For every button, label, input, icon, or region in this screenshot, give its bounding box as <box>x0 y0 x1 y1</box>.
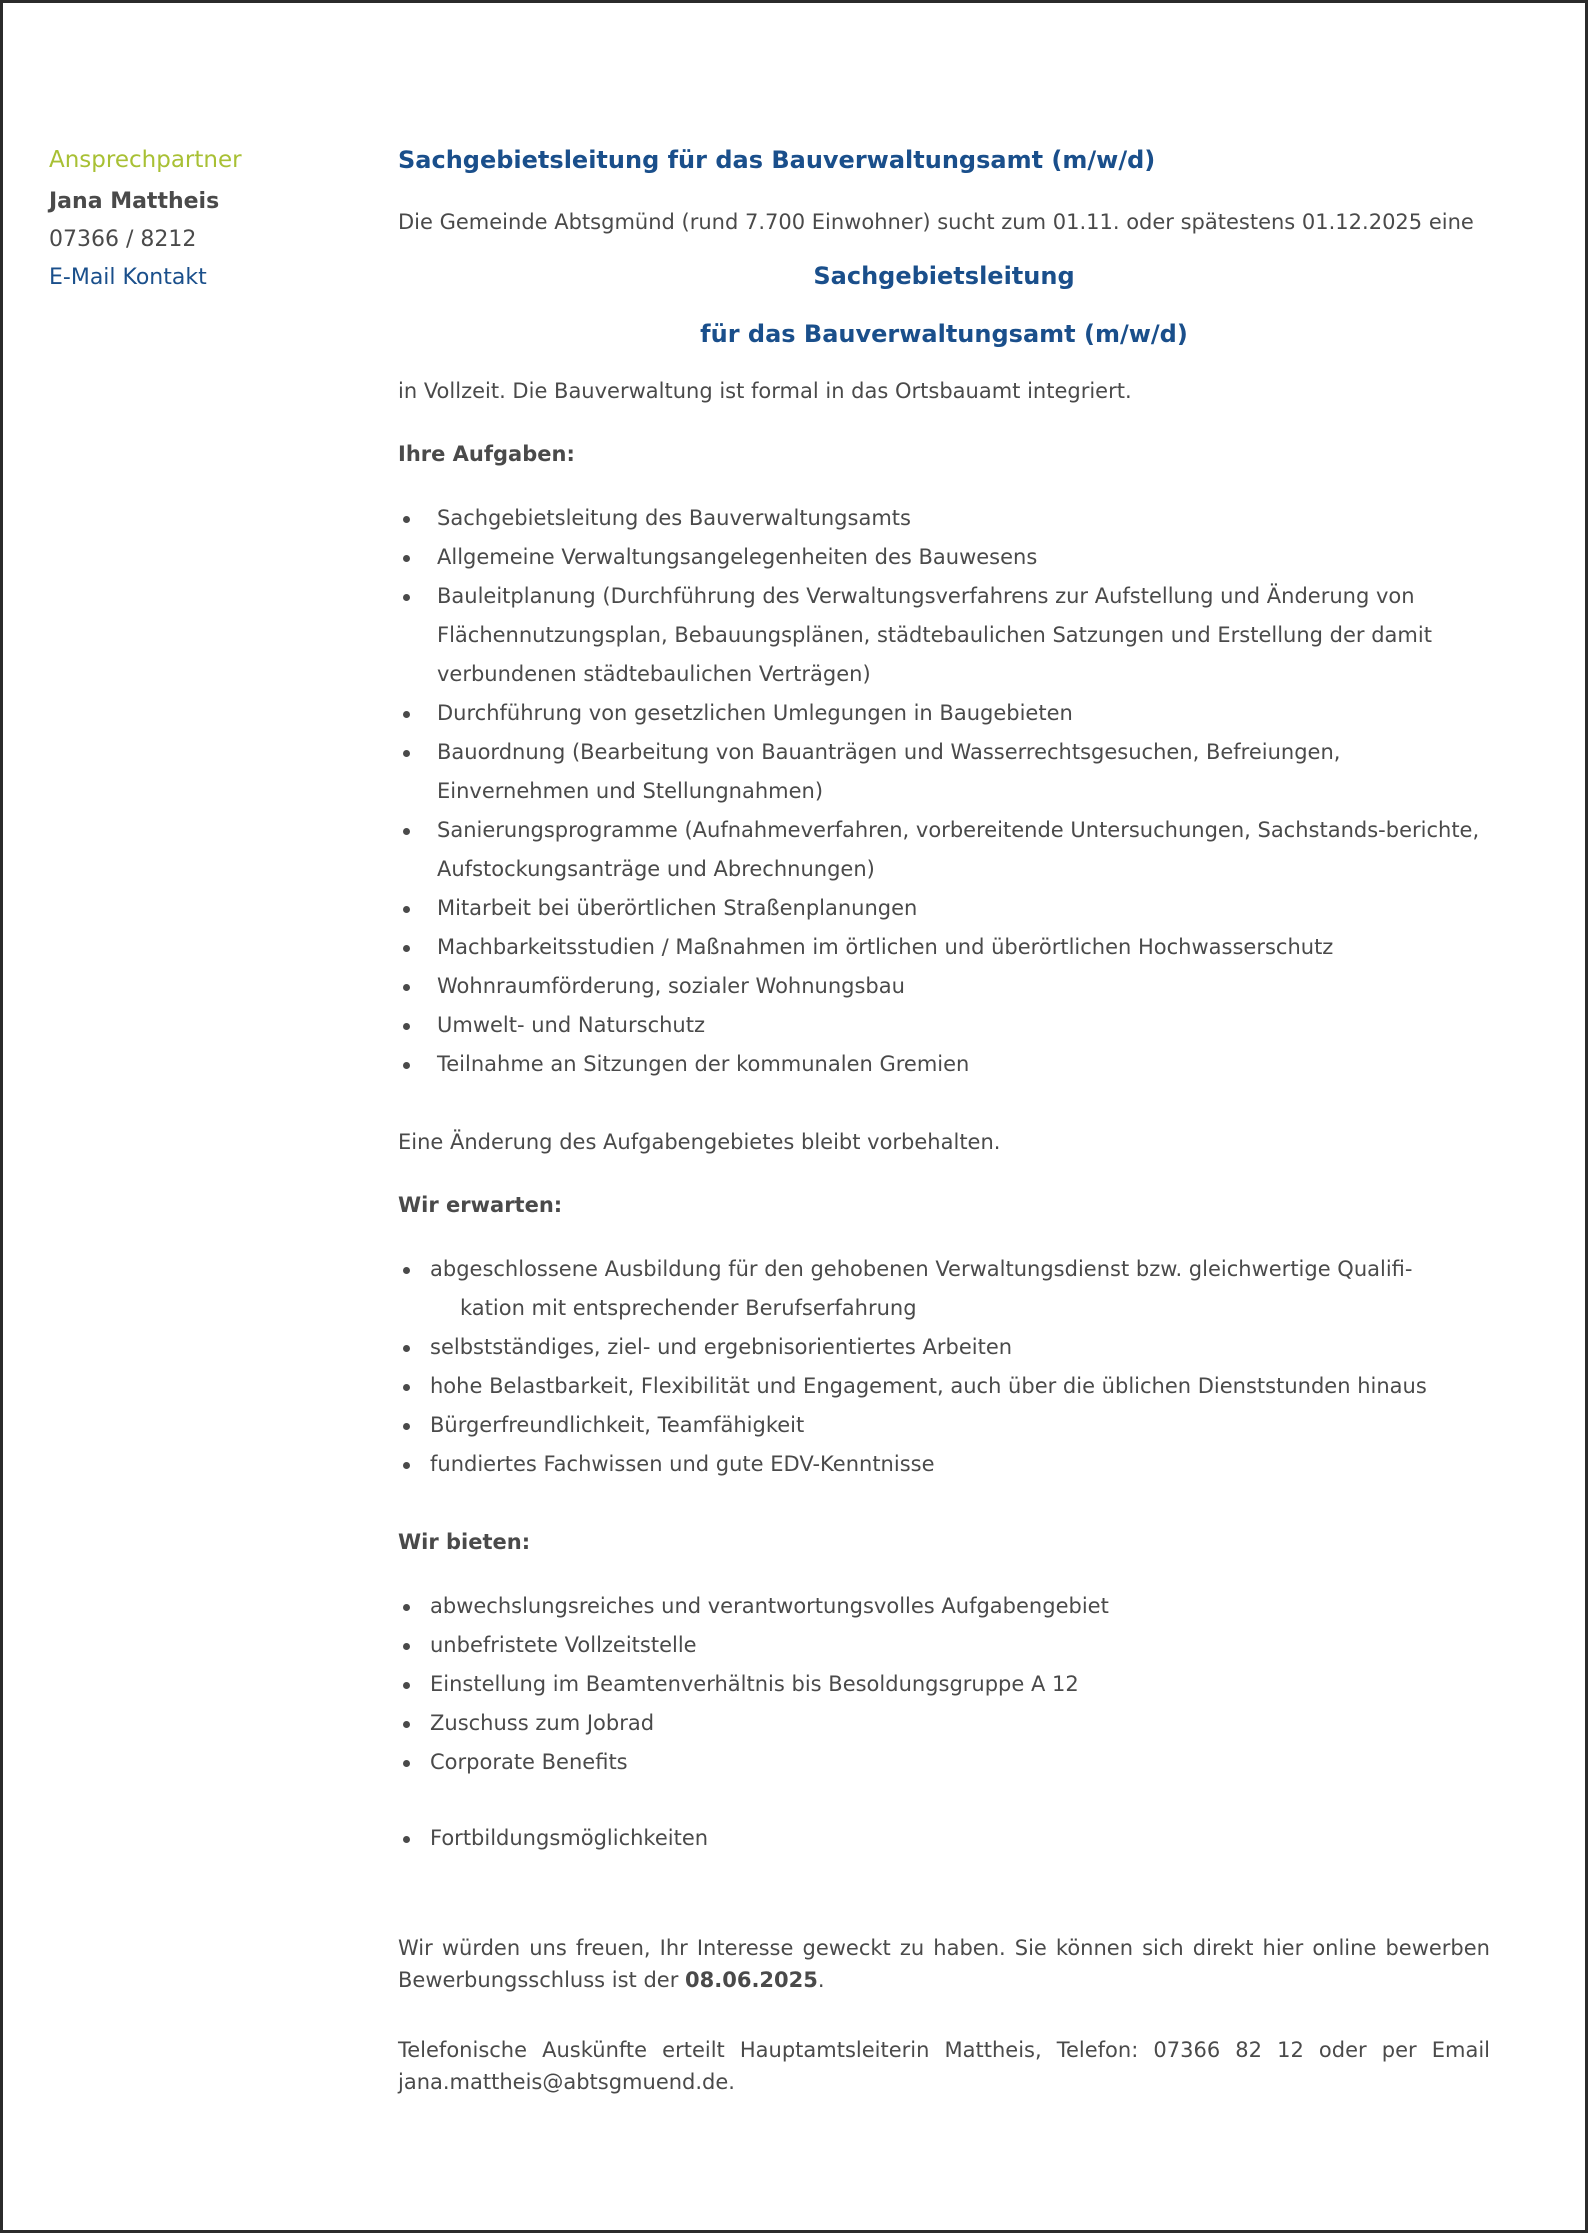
list-item-continuation: kation mit entsprechender Berufserfahrung <box>460 1296 917 1320</box>
erwarten-heading: Wir erwarten: <box>398 1193 563 1217</box>
list-item: Einstellung im Beamtenverhältnis bis Besoldungsgruppe A 12 <box>398 1665 1490 1704</box>
list-item: Bauleitplanung (Durchführung des Verwaltungsverfahrens zur Aufstellung und Änderung von Flächennutzungsplan, Bebauungsplänen, städtebaulichen Satzungen und Erstellung der damit verbundenen städtebaulichen Verträgen) <box>398 577 1490 694</box>
sidebar-heading: Ansprechpartner <box>49 147 242 173</box>
contact-phone: 07366 / 8212 <box>49 227 197 252</box>
list-item: Sachgebietsleitung des Bauverwaltungsamts <box>398 499 1490 538</box>
aenderung-text: Eine Änderung des Aufgabengebietes bleibt vorbehalten. <box>398 1130 1001 1154</box>
bieten-heading: Wir bieten: <box>398 1530 531 1554</box>
email-contact-link[interactable]: E-Mail Kontakt <box>49 265 207 290</box>
contact-name: Jana Mattheis <box>49 189 220 214</box>
intro-text: Die Gemeinde Abtsgmünd (rund 7.700 Einwohner) sucht zum 01.11. oder spätestens 01.12.2025 eine <box>398 210 1474 234</box>
list-item: Machbarkeitsstudien / Maßnahmen im örtlichen und überörtlichen Hochwasserschutz <box>398 928 1490 967</box>
list-gap <box>398 1782 1490 1819</box>
aufgaben-heading: Ihre Aufgaben: <box>398 442 575 466</box>
list-item: Wohnraumförderung, sozialer Wohnungsbau <box>398 967 1490 1006</box>
list-item: Bürgerfreundlichkeit, Teamfähigkeit <box>398 1406 1490 1445</box>
job-posting <box>398 143 1490 2098</box>
list-item: Bauordnung (Bearbeitung von Bauanträgen und Wasserrechtsgesuchen, Befreiungen, Einvernehmen und Stellungnahmen) <box>398 733 1490 811</box>
list-item: Umwelt- und Naturschutz <box>398 1006 1490 1045</box>
closing-apply-text: Wir würden uns freuen, Ihr Interesse geweckt zu haben. Sie können sich direkt hier online bewerben Bewerbungsschluss ist der <box>398 1936 1490 1992</box>
list-item: Durchführung von gesetzlichen Umlegungen in Baugebieten <box>398 694 1490 733</box>
list-item: abwechslungsreiches und verantwortungsvolles Aufgabengebiet <box>398 1587 1490 1626</box>
deadline-date: 08.06.2025 <box>685 1968 818 1992</box>
list-item: selbstständiges, ziel- und ergebnisorientiertes Arbeiten <box>398 1328 1490 1367</box>
list-item: Sanierungsprogramme (Aufnahmeverfahren, vorbereitende Untersuchungen, Sachstands-berichte, Aufstockungsanträge und Abrechnungen) <box>398 811 1490 889</box>
list-item-text: abgeschlossene Ausbildung für den gehobenen Verwaltungsdienst bzw. gleichwertige Qualifi- <box>430 1257 1413 1281</box>
vollzeit-text: in Vollzeit. Die Bauverwaltung ist formal in das Ortsbauamt integriert. <box>398 379 1132 403</box>
aufgaben-list <box>398 499 1490 1084</box>
list-item: Corporate Benefits <box>398 1743 1490 1782</box>
closing-apply-end: . <box>817 1968 825 1992</box>
center-title-line-2: für das Bauverwaltungsamt (m/w/d) <box>700 320 1188 348</box>
erwarten-list <box>398 1250 1490 1484</box>
list-item <box>398 1250 1490 1328</box>
list-item: unbefristete Vollzeitstelle <box>398 1626 1490 1665</box>
list-item: Zuschuss zum Jobrad <box>398 1704 1490 1743</box>
list-item: Teilnahme an Sitzungen der kommunalen Gremien <box>398 1045 1490 1084</box>
bieten-list <box>398 1587 1490 1858</box>
list-item: Mitarbeit bei überörtlichen Straßenplanungen <box>398 889 1490 928</box>
list-item: hohe Belastbarkeit, Flexibilität und Engagement, auch über die üblichen Dienststunden hinaus <box>398 1367 1490 1406</box>
contact-sidebar <box>49 143 369 295</box>
list-item: fundiertes Fachwissen und gute EDV-Kenntnisse <box>398 1445 1490 1484</box>
list-item: Allgemeine Verwaltungsangelegenheiten des Bauwesens <box>398 538 1490 577</box>
page-title: Sachgebietsleitung für das Bauverwaltungsamt (m/w/d) <box>398 146 1156 174</box>
closing-paragraph-apply <box>398 1932 1490 1996</box>
list-item: Fortbildungsmöglichkeiten <box>398 1819 1490 1858</box>
center-title-line-1: Sachgebietsleitung <box>813 262 1075 290</box>
closing-paragraph-contact: Telefonische Auskünfte erteilt Hauptamtsleiterin Mattheis, Telefon: 07366 82 12 oder per Email jana.mattheis@abtsgmuend.de. <box>398 2038 1490 2094</box>
